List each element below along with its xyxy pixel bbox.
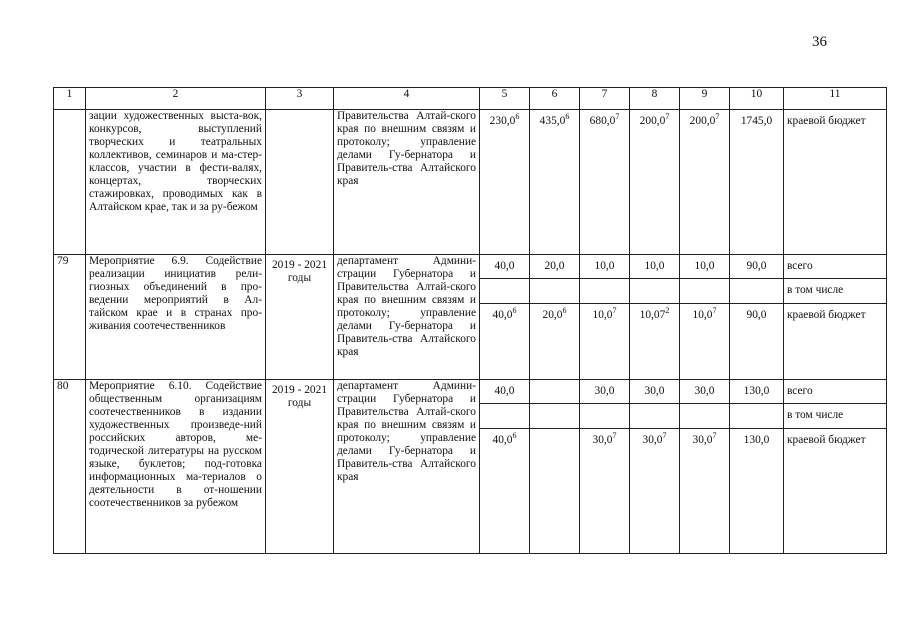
amount-col9: 30,0 <box>680 380 730 404</box>
header-cell: 8 <box>630 88 680 110</box>
header-cell: 11 <box>784 88 887 110</box>
amount-col6 <box>530 429 580 554</box>
amount-col5: 40,0$^6$ <box>480 304 530 380</box>
header-cell: 6 <box>530 88 580 110</box>
amount-col6 <box>530 380 580 404</box>
amount-col9: 30,0$^7$ <box>680 429 730 554</box>
amount-col5: 40,0 <box>480 380 530 404</box>
amount-total: 90,0 <box>730 304 784 380</box>
amount-col8: 200,0$^7$ <box>630 110 680 255</box>
funding-source: в том числе <box>784 404 887 429</box>
amount-col7: 10,0 <box>580 255 630 279</box>
measure-description: Мероприятие 6.9. Содействие реализации инициатив рели-гиозных объединений в про-ведении мероприятий в Ал-тайском крае и в странах про-живания соотечественников <box>86 255 266 380</box>
amount-total: 130,0 <box>730 429 784 554</box>
amount-col5: 40,0$^6$ <box>480 429 530 554</box>
table-row <box>54 110 887 255</box>
executor-cell: департамент Админи-страции Губернатора и Правительства Алтай-ского края по внешним связям и протоколу; управление делами Гу-бернатора и Правитель-ства Алтайского края <box>334 380 480 554</box>
header-cell: 7 <box>580 88 630 110</box>
measure-description: зации художественных выста-вок, конкурсов, выступлений творческих и театральных коллективов, семинаров и ма-стер-классов, участии в фести-валях, концертах, творческих стажировках, проводимых как в Алтайском крае, так и за ру-бежом <box>86 110 266 255</box>
amount-col8 <box>630 404 680 429</box>
amount-col8: 30,0$^7$ <box>630 429 680 554</box>
amount-total: 90,0 <box>730 255 784 279</box>
header-cell: 5 <box>480 88 530 110</box>
amount-col6: 435,0$^6$ <box>530 110 580 255</box>
amount-total <box>730 404 784 429</box>
years-cell: 2019 - 2021 годы <box>266 255 334 380</box>
amount-col8: 10,0 <box>630 255 680 279</box>
amount-col6 <box>530 404 580 429</box>
amount-col9: 10,0$^7$ <box>680 304 730 380</box>
header-cell: 2 <box>86 88 266 110</box>
executor-cell: Правительства Алтай-ского края по внешним связям и протоколу; управление делами Гу-бернатора и Правитель-ства Алтайского края <box>334 110 480 255</box>
funding-source: краевой бюджет <box>784 110 887 255</box>
header-cell: 10 <box>730 88 784 110</box>
table-row <box>54 380 887 404</box>
row-number: 80 <box>54 380 86 554</box>
amount-total <box>730 279 784 304</box>
funding-source: всего <box>784 380 887 404</box>
amount-col7: 680,0$^7$ <box>580 110 630 255</box>
funding-source: краевой бюджет <box>784 304 887 380</box>
row-number: 79 <box>54 255 86 380</box>
table-row <box>54 255 887 279</box>
amount-col9: 10,0 <box>680 255 730 279</box>
page-number: 36 <box>812 34 827 50</box>
program-table <box>53 87 887 554</box>
amount-col7 <box>580 404 630 429</box>
amount-col9: 200,0$^7$ <box>680 110 730 255</box>
amount-col6: 20,0 <box>530 255 580 279</box>
amount-col9 <box>680 404 730 429</box>
amount-col5: 230,0$^6$ <box>480 110 530 255</box>
header-cell: 4 <box>334 88 480 110</box>
amount-col5: 40,0 <box>480 255 530 279</box>
amount-col5 <box>480 279 530 304</box>
funding-source: краевой бюджет <box>784 429 887 554</box>
amount-col7: 30,0$^7$ <box>580 429 630 554</box>
amount-total: 130,0 <box>730 380 784 404</box>
executor-cell: департамент Админи-страции Губернатора и Правительства Алтай-ского края по внешним связям и протоколу; управление делами Гу-бернатора и Правитель-ства Алтайского края <box>334 255 480 380</box>
amount-col5 <box>480 404 530 429</box>
amount-col9 <box>680 279 730 304</box>
header-row <box>54 88 887 110</box>
years-cell: 2019 - 2021 годы <box>266 380 334 554</box>
measure-description: Мероприятие 6.10. Содействие общественным организациям соотечественников в издании художественных произведе-ний российских авторов, ме-тодической литературы на русском языке, буклетов; под-готовка информационных ма-териалов о деятельности в от-ношении соотечественников за рубежом <box>86 380 266 554</box>
amount-col7: 30,0 <box>580 380 630 404</box>
header-cell: 3 <box>266 88 334 110</box>
amount-col7 <box>580 279 630 304</box>
years-cell <box>266 110 334 255</box>
amount-col7: 10,0$^7$ <box>580 304 630 380</box>
row-number <box>54 110 86 255</box>
funding-source: всего <box>784 255 887 279</box>
amount-total: 1745,0 <box>730 110 784 255</box>
amount-col6 <box>530 279 580 304</box>
header-cell: 9 <box>680 88 730 110</box>
amount-col8: 10,07$^2$ <box>630 304 680 380</box>
amount-col6: 20,0$^6$ <box>530 304 580 380</box>
amount-col8: 30,0 <box>630 380 680 404</box>
amount-col8 <box>630 279 680 304</box>
header-cell: 1 <box>54 88 86 110</box>
funding-source: в том числе <box>784 279 887 304</box>
